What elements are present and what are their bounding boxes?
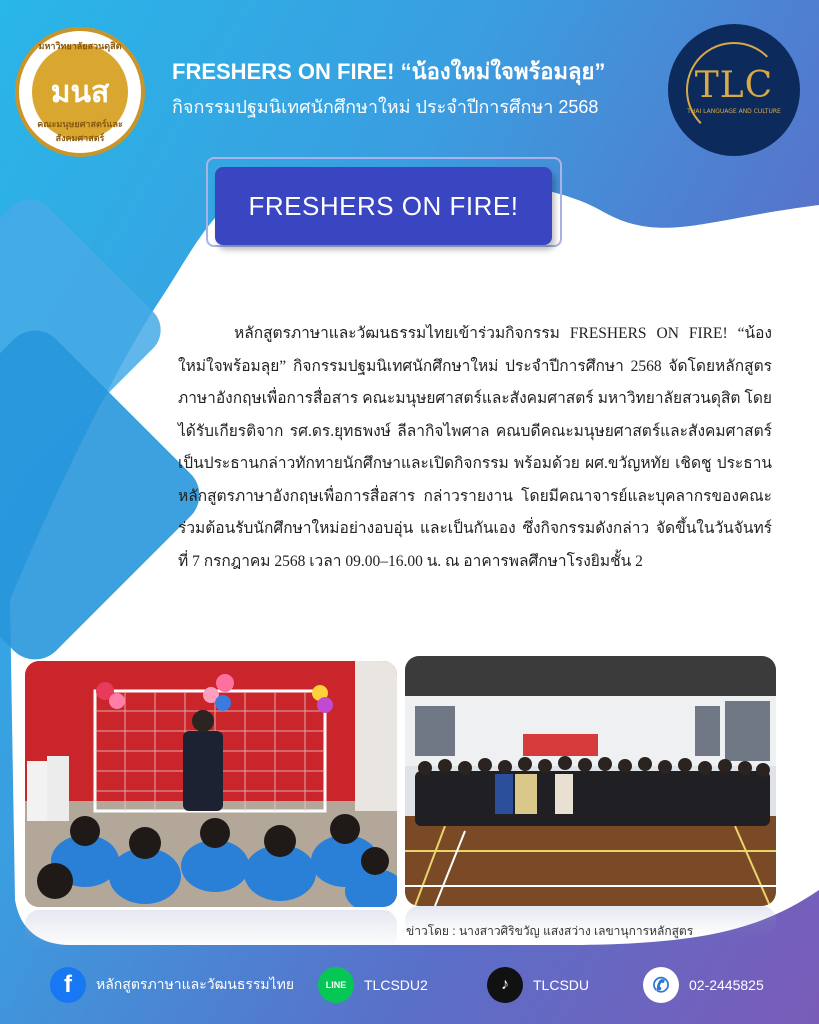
header-title: FRESHERS ON FIRE! “น้องใหม่ใจพร้อมลุย”: [172, 59, 606, 84]
line-link[interactable]: [318, 967, 428, 1003]
logo-ring-text: คณะมนุษยศาสตร์และสังคมศาสตร์: [37, 120, 123, 144]
line-icon: LINE: [318, 967, 354, 1003]
article-body: [178, 318, 772, 578]
faculty-logo: [15, 27, 145, 157]
logo-ring: [686, 42, 782, 138]
tiktok-link[interactable]: [487, 967, 589, 1003]
title-banner: FRESHERS ON FIRE!: [215, 167, 552, 245]
logo-ring-text: มหาวิทยาลัยสวนดุสิต: [38, 42, 122, 52]
facebook-link[interactable]: [50, 967, 294, 1003]
phone-icon: ✆: [643, 967, 679, 1003]
tiktok-label: TLCSDU: [533, 977, 590, 993]
event-photo-stage: [25, 661, 397, 907]
logo-caption: THAI LANGUAGE AND CULTURE: [687, 108, 781, 115]
article-paragraph: หลักสูตรภาษาและวัฒนธรรมไทยเข้าร่วมกิจกรรม FRESHERS ON FIRE! “น้องใหม่ใจพร้อมลุย” กิจกรรมปฐมนิเทศนักศึกษาใหม่ ประจำปีการศึกษา 2568 จัดโดยหลักสูตรภาษาอังกฤษเพื่อการสื่อสาร คณะมนุษยศาสตร์และสังคมศาสตร์ มหาวิทยาลัยสวนดุสิต โดยได้รับเกียรติจาก รศ.ดร.ยุทธพงษ์ ลีลากิจไพศาล คณบดีคณะมนุษยศาสตร์และสังคมศาสตร์ เป็นประธานกล่าวทักทายนักศึกษาและเปิดกิจกรรม พร้อมด้วย ผศ.ขวัญหทัย เชิดชู ประธานหลักสูตรภาษาอังกฤษเพื่อการสื่อสาร กล่าวรายงาน โดยมีคณาจารย์และบุคลากรของคณะ ร่วมต้อนรับนักศึกษาใหม่อย่างอบอุ่น และเป็นกันเอง ซึ่งกิจกรรมดังกล่าว จัดขึ้นในวันจันทร์ที่ 7 กรกฎาคม 2568 เวลา 09.00–16.00 น. ณ อาคารพลศึกษาโรงยิมชั้น 2: [178, 325, 772, 570]
line-label: TLCSDU2: [364, 977, 428, 993]
tlc-logo: [668, 24, 800, 156]
facebook-icon: f: [50, 967, 86, 1003]
phone-link[interactable]: [643, 967, 764, 1003]
facebook-label: หลักสูตรภาษาและวัฒนธรรมไทย: [96, 976, 295, 992]
logo-mark: มนส: [32, 44, 128, 140]
header-subtitle: กิจกรรมปฐมนิเทศนักศึกษาใหม่ ประจำปีการศึกษา 2568: [172, 97, 599, 117]
tiktok-icon: ♪: [487, 967, 523, 1003]
event-photo-group: [405, 656, 776, 906]
footer-contacts: [0, 953, 819, 1024]
news-credit: ข่าวโดย : นางสาวศิริขวัญ แสงสว่าง เลขานุการหลักสูตร: [406, 924, 694, 938]
phone-label: 02-2445825: [689, 977, 764, 993]
logo-mark: TLC: [694, 65, 774, 106]
photo-reflection: [25, 910, 397, 950]
